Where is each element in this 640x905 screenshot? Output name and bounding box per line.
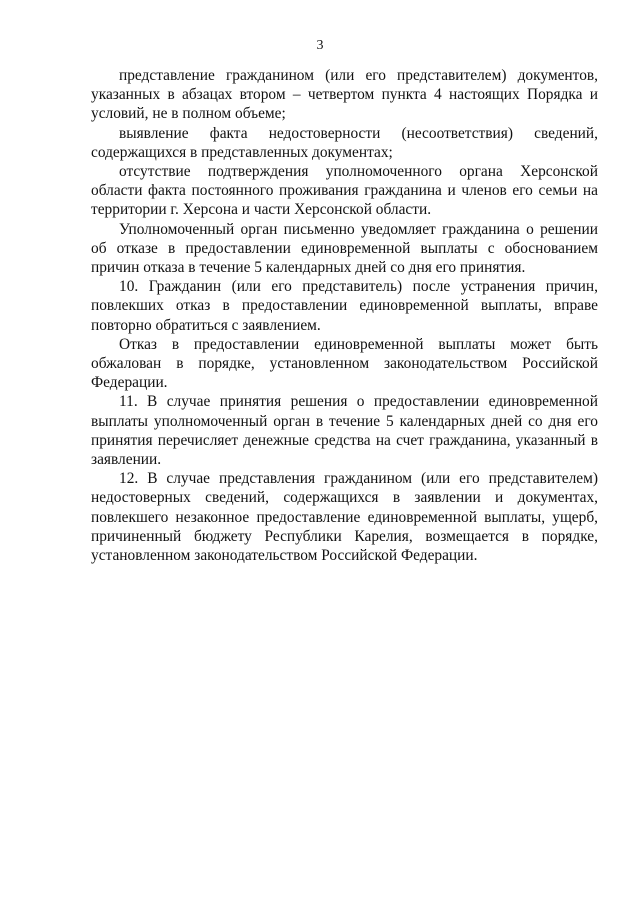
page-number: 3 bbox=[316, 38, 324, 53]
document-body bbox=[91, 66, 598, 565]
paragraph-clause-11: 11. В случае принятия решения о предоставлении единовременной выплаты уполномоченный орган в течение 5 календарных дней со дня его принятия перечисляет денежные средства на счет гражданина, указанный в заявлении. bbox=[91, 393, 598, 469]
paragraph-incomplete-documents: представление гражданином (или его представителем) документов, указанных в абзацах втором – четвертом пункта 4 настоящих Порядка и условий, не в полном объеме; bbox=[91, 67, 598, 123]
paragraph-no-residence-confirmation: отсутствие подтверждения уполномоченного органа Херсонской области факта постоянного проживания гражданина и членов его семьи на территории г. Херсона и части Херсонской области. bbox=[91, 163, 598, 219]
paragraph-clause-12: 12. В случае представления гражданином (или его представителем) недостоверных сведений, содержащихся в заявлении и документах, повлекшего незаконное предоставление единовременной выплаты, ущерб, причиненный бюджету Республики Карелия, возмещается в порядке, установленном законодательством Российской Федерации. bbox=[91, 470, 598, 565]
paragraph-refusal-notification: Уполномоченный орган письменно уведомляет гражданина о решении об отказе в предоставлении единовременной выплаты с обоснованием причин отказа в течение 5 календарных дней со дня его принятия. bbox=[91, 220, 598, 277]
paragraph-inaccurate-information: выявление факта недостоверности (несоответствия) сведений, содержащихся в представленных документах; bbox=[91, 124, 598, 161]
paragraph-appeal: Отказ в предоставлении единовременной выплаты может быть обжалован в порядке, установленном законодательством Российской Федерации. bbox=[91, 335, 598, 392]
paragraph-clause-10: 10. Гражданин (или его представитель) после устранения причин, повлекших отказ в предоставлении единовременной выплаты, вправе повторно обратиться с заявлением. bbox=[91, 278, 598, 334]
